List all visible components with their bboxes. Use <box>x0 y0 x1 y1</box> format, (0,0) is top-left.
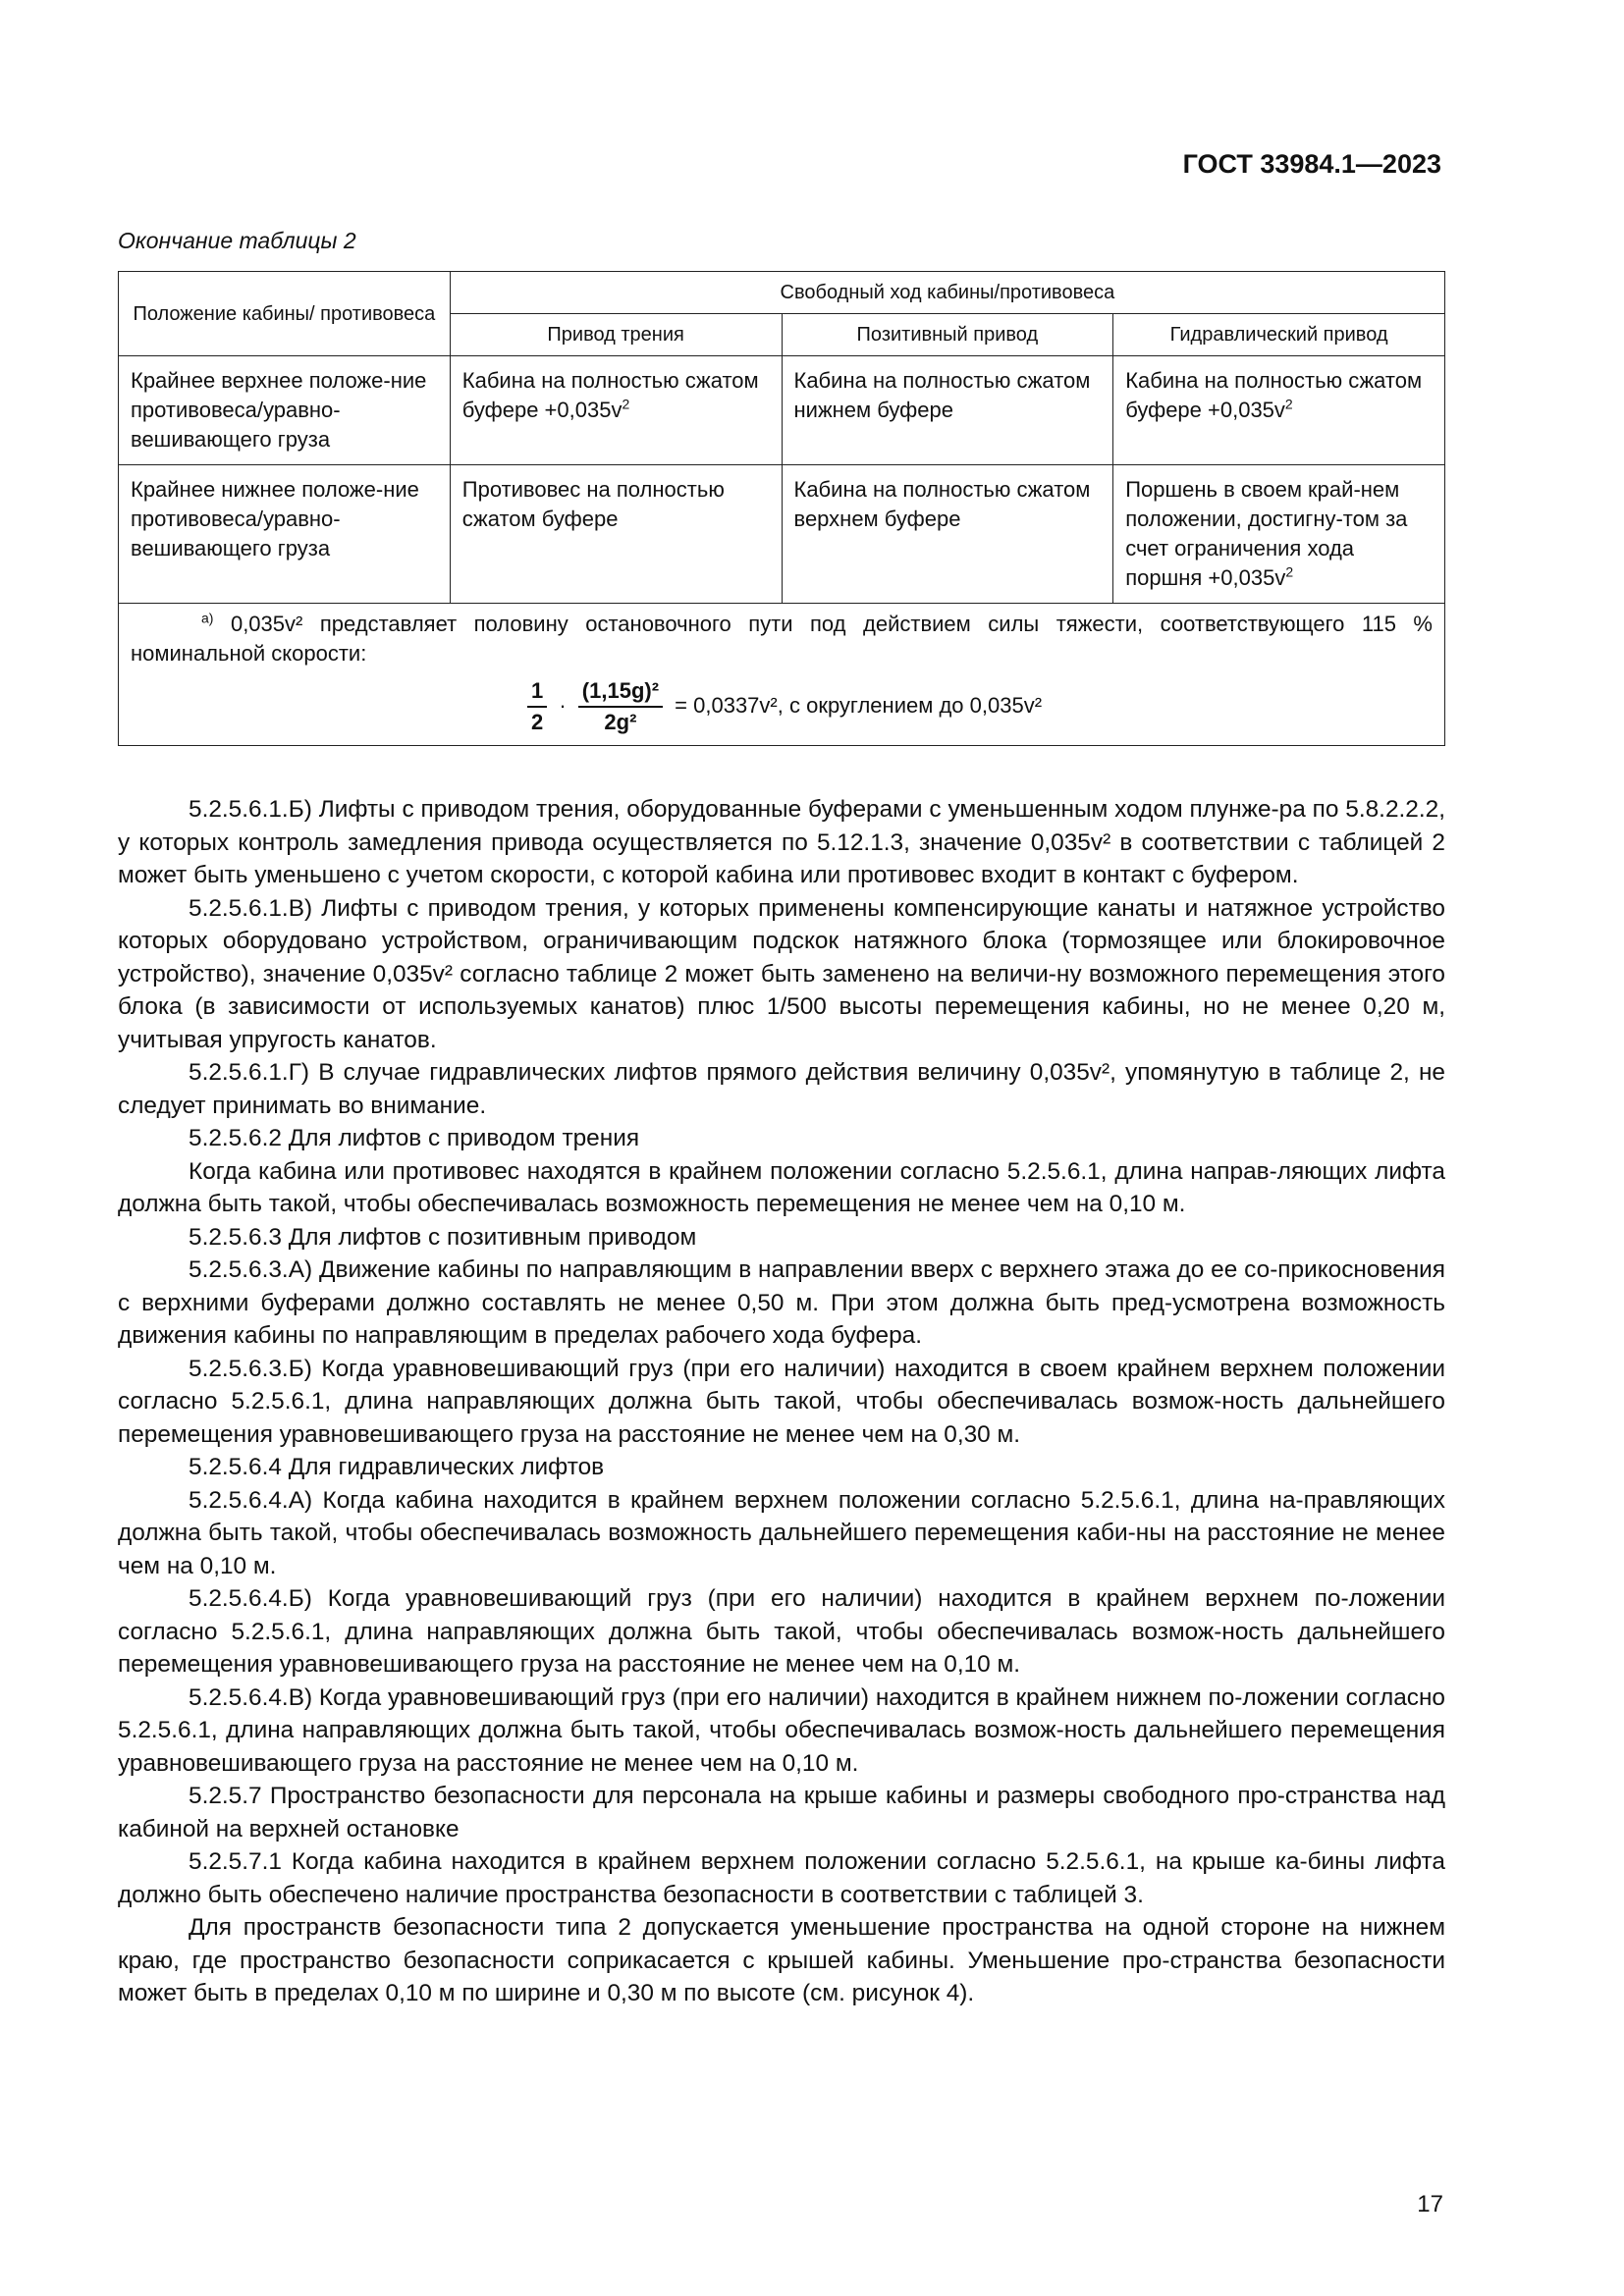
table-cell: Поршень в своем край-нем положении, достигну-том за счет ограничения хода поршня $+0,035v^2$ <box>1113 465 1445 604</box>
row-label: Крайнее верхнее положе-ние противовеса/уравно-вешивающего груза <box>119 356 451 465</box>
paragraph: 5.2.5.6.1.Г) В случае гидравлических лифтов прямого действия величину 0,035v², упомянутую в таблице 2, не следует принимать во внимание. <box>118 1059 1445 1119</box>
table-cell: Кабина на полностью сжатом нижнем буфере <box>782 356 1113 465</box>
col-header-position: Положение кабины/ противовеса <box>119 272 451 356</box>
body-text <box>118 793 1445 2010</box>
page-number: 17 <box>1417 2191 1443 2217</box>
paragraph: Когда кабина или противовес находятся в крайнем положении согласно 5.2.5.6.1, длина направ-ляющих лифта должна быть такой, чтобы обеспечивалась возможность перемещения не менее чем на 0,10 м. <box>118 1157 1445 1217</box>
table-footnote <box>119 604 1445 746</box>
table-footnote-row <box>119 604 1445 746</box>
paragraph: 5.2.5.6.4 Для гидравлических лифтов <box>189 1454 605 1480</box>
document-header: ГОСТ 33984.1—2023 <box>1182 149 1441 179</box>
paragraph: 5.2.5.6.3 Для лифтов с позитивным приводом <box>189 1223 697 1251</box>
col-header-hydraulic: Гидравлический привод <box>1113 314 1445 356</box>
paragraph: 5.2.5.6.1.Б) Лифты с приводом трения, оборудованные буферами с уменьшенным ходом плунже-ра по 5.8.2.2.2, у которых контроль замедления привода осуществляется по 5.12.1.3, значение 0,035v² в соответствии с таблицей 2 может быть уменьшено с учетом скорости, с которой кабина или противовес входит в контакт с буфером. <box>118 796 1445 888</box>
row-label: Крайнее нижнее положе-ние противовеса/уравно-вешивающего груза <box>119 465 451 604</box>
table-caption: Окончание таблицы 2 <box>118 228 356 253</box>
formula <box>131 676 1433 737</box>
paragraph: 5.2.5.6.2 Для лифтов с приводом трения <box>189 1125 640 1151</box>
col-header-positive: Позитивный привод <box>782 314 1113 356</box>
footnote-text: 0,035v² представляет половину остановочного пути под действием силы тяжести, соответствующего 115 % номинальной скорости: <box>131 612 1433 666</box>
paragraph: 5.2.5.6.3.Б) Когда уравновешивающий груз (при его наличии) находится в своем крайнем верхнем положении согласно 5.2.5.6.1, длина направляющих должна быть такой, чтобы обеспечивалась возмож-ность дальнейшего перемещения уравновешивающего груза на расстояние не менее чем на 0,30 м. <box>118 1355 1445 1448</box>
paragraph: 5.2.5.6.4.В) Когда уравновешивающий груз (при его наличии) находится в крайнем нижнем по-ложении согласно 5.2.5.6.1, длина направляющих должна быть такой, чтобы обеспечивалась возмож-ность дальнейшего перемещения уравновешивающего груза на расстояние не менее чем на 0,10 м. <box>118 1683 1445 1777</box>
col-header-traction: Привод трения <box>450 314 782 356</box>
footnote-marker: а) <box>201 610 214 626</box>
table-2 <box>118 271 1445 746</box>
paragraph: 5.2.5.6.4.А) Когда кабина находится в крайнем верхнем положении согласно 5.2.5.6.1, длина на-правляющих должна быть такой, чтобы обеспечивалась возможность дальнейшего перемещения каби-ны на расстояние не менее чем на 0,10 м. <box>118 1486 1445 1579</box>
fraction-half: $\frac{1}{2}$ <box>527 676 547 737</box>
formula-result: = 0,0337v², с округлением до 0,035v² <box>675 692 1043 718</box>
table-header-row <box>119 272 1445 314</box>
multiply-dot: · <box>559 692 567 718</box>
paragraph: 5.2.5.6.4.Б) Когда уравновешивающий груз (при его наличии) находится в крайнем верхнем по-ложении согласно 5.2.5.6.1, длина направляющих должна быть такой, чтобы обеспечивалась возмож-ность дальнейшего перемещения уравновешивающего груза на расстояние не менее чем на 0,10 м. <box>118 1585 1445 1678</box>
table-row <box>119 356 1445 465</box>
paragraph: 5.2.5.7.1 Когда кабина находится в крайнем верхнем положении согласно 5.2.5.6.1, на крыше ка-бины лифта должно быть обеспечено наличие пространства безопасности в соответствии с таблицей 3. <box>118 1848 1445 1908</box>
paragraph: 5.2.5.7 Пространство безопасности для персонала на крыше кабины и размеры свободного про-странства над кабиной на верхней остановке <box>118 1783 1445 1842</box>
paragraph: 5.2.5.6.3.А) Движение кабины по направляющим в направлении вверх с верхнего этажа до ее со-прикосновения с верхними буферами должно составлять не менее 0,50 м. При этом должна быть пред-усмотрена возможность движения кабины по направляющим в пределах рабочего хода буфера. <box>118 1256 1445 1349</box>
table-cell: Кабина на полностью сжатом буфере $+0,035v^2$ <box>450 356 782 465</box>
table-cell: Кабина на полностью сжатом буфере $+0,035v^2$ <box>1113 356 1445 465</box>
table-cell: Противовес на полностью сжатом буфере <box>450 465 782 604</box>
paragraph: 5.2.5.6.1.В) Лифты с приводом трения, у которых применены компенсирующие канаты и натяжное устройство которых оборудовано устройством, ограничивающим подскок натяжного блока (тормозящее или блокировочное устройство), значение 0,035v² согласно таблице 2 может быть заменено на величи-ну возможного перемещения этого блока (в зависимости от используемых канатов) плюс 1/500 высоты перемещения кабины, но не менее 0,20 м, учитывая упругость канатов. <box>118 894 1445 1053</box>
table-row <box>119 465 1445 604</box>
fraction-gravity: $\frac{\text{(1,15g)²}}{\text{2g²}}$ <box>578 676 663 737</box>
paragraph: Для пространств безопасности типа 2 допускается уменьшение пространства на одной стороне на нижнем краю, где пространство безопасности соприкасается с крышей кабины. Уменьшение про-странства безопасности может быть в пределах 0,10 м по ширине и 0,30 м по высоте (см. рисунок 4). <box>118 1914 1445 2006</box>
group-header: Свободный ход кабины/противовеса <box>450 272 1444 314</box>
table-cell: Кабина на полностью сжатом верхнем буфере <box>782 465 1113 604</box>
